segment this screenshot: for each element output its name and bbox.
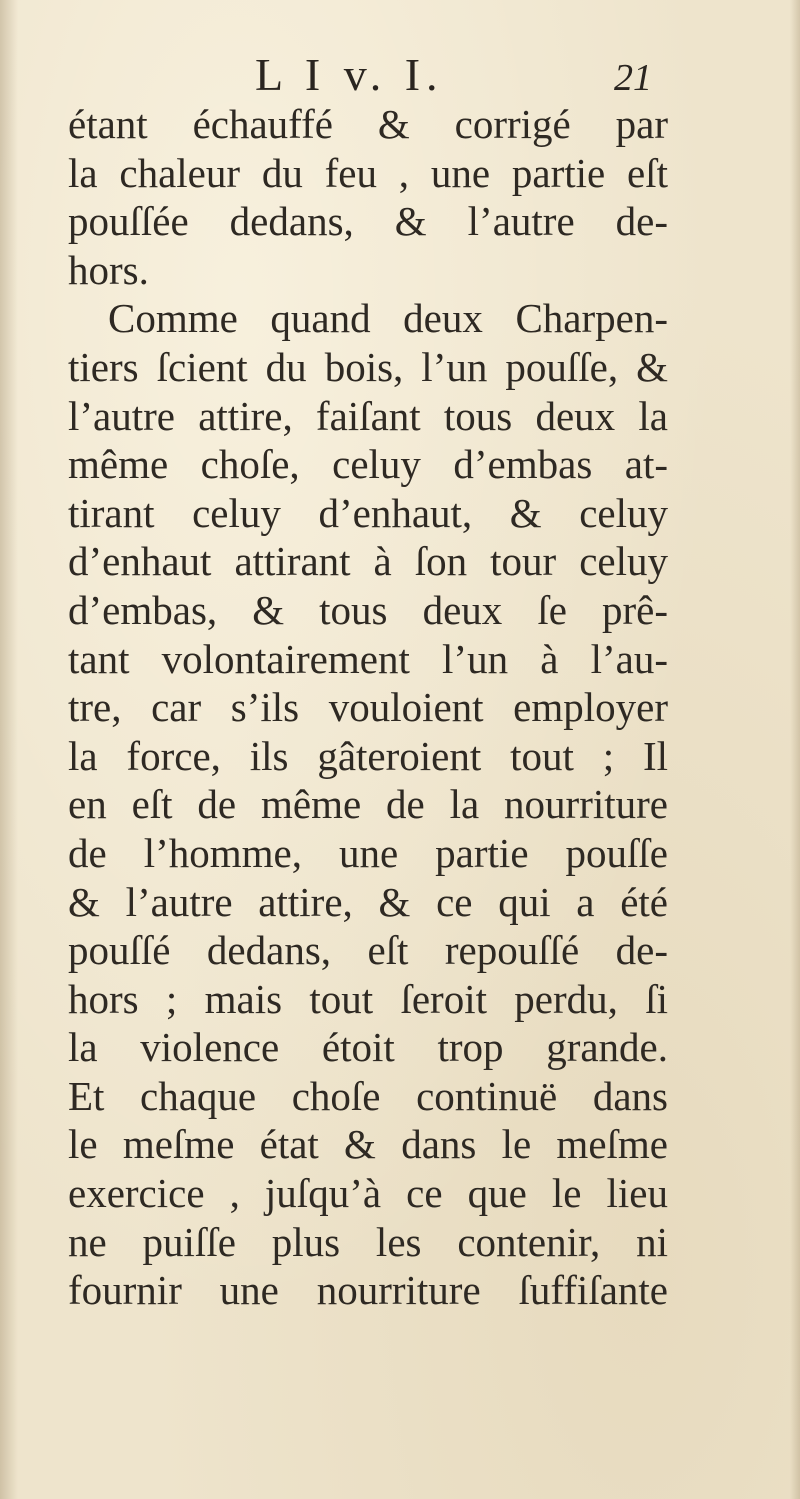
text-line: pouſſé dedans, eſt repouſſé de-: [68, 927, 668, 974]
text-line: hors ; mais tout ſeroit perdu, ſi: [68, 975, 668, 1022]
text-line: & l’autre attire, & ce qui a été: [68, 878, 668, 925]
book-reference: L I v. I.: [255, 49, 444, 100]
text-line: le meſme état & dans le meſme: [68, 1121, 668, 1168]
text-line: étant échauffé & corrigé par: [68, 101, 668, 147]
text-line: tre, car s’ils vouloient employer: [68, 684, 668, 731]
text-line: en eſt de même de la nourriture: [68, 781, 668, 828]
text-line: Et chaque choſe continuë dans: [68, 1072, 668, 1119]
text-line: fournir une nourriture ſuffiſante: [68, 1267, 668, 1314]
text-line: d’embas, & tous deux ſe prê-: [68, 586, 668, 633]
text-line: la chaleur du feu , une partie eſt: [68, 149, 668, 196]
running-head: [0, 48, 800, 98]
text-line: tant volontairement l’un à l’au-: [68, 635, 668, 682]
text-line: de l’homme, une partie pouſſe: [68, 829, 668, 876]
text-line: d’enhaut attirant à ſon tour celuy: [68, 538, 668, 585]
text-line: pouſſée dedans, & l’autre de-: [68, 198, 668, 245]
body-text: [68, 100, 668, 1315]
text-line: Comme quand deux Charpen-: [108, 295, 668, 342]
text-line: ne puiſſe plus les contenir, ni: [68, 1218, 668, 1265]
text-line: la force, ils gâteroient tout ; Il: [68, 732, 668, 779]
text-line: tiers ſcient du bois, l’un pouſſe, &: [68, 343, 668, 390]
text-line: la violence étoit trop grande.: [68, 1024, 668, 1071]
text-line: tirant celuy d’enhaut, & celuy: [68, 489, 668, 536]
page-number: 21: [614, 57, 652, 99]
text-line: exercice , juſqu’à ce que le lieu: [68, 1170, 668, 1217]
text-line: hors.: [68, 246, 149, 293]
text-line: même choſe, celuy d’embas at-: [68, 441, 668, 488]
text-line: l’autre attire, faiſant tous deux la: [68, 392, 668, 439]
